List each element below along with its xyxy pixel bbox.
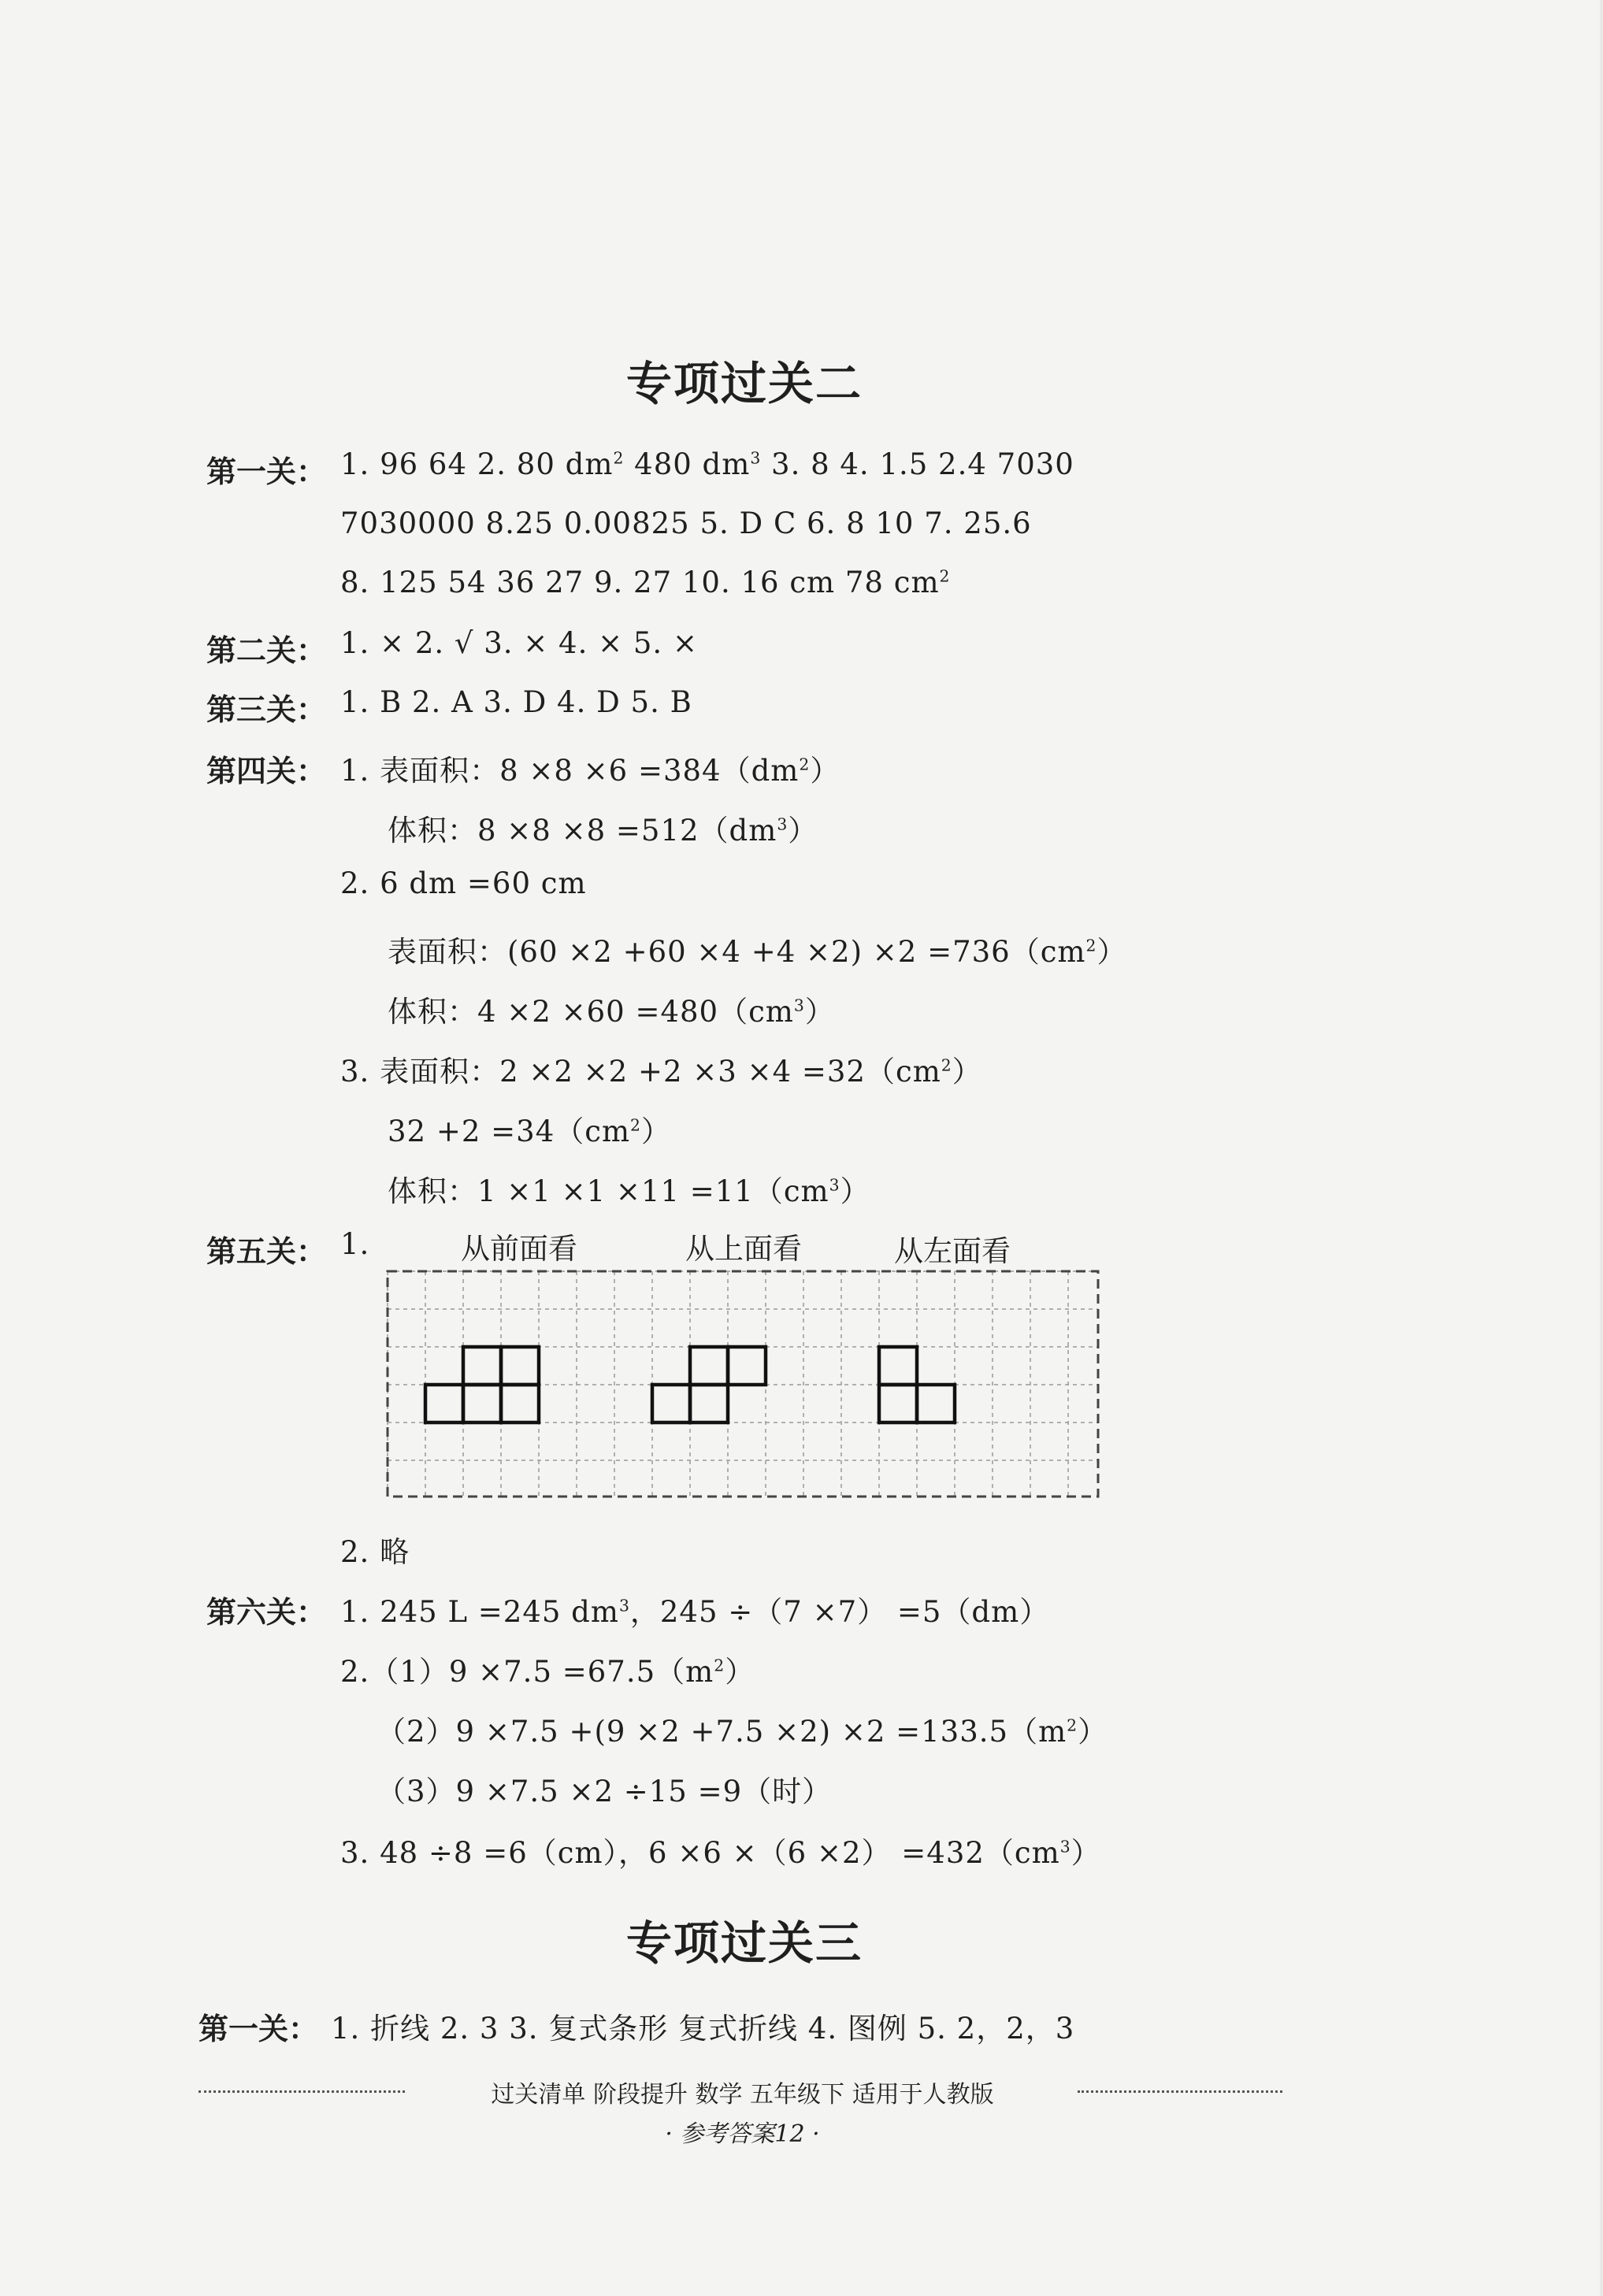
level-1-line-1 bbox=[340, 447, 1074, 481]
level-6-line-1 bbox=[340, 1588, 1049, 1630]
text-segment: 1. 表面积：8 ×8 ×6 =384（dm bbox=[340, 754, 800, 788]
grid-figure bbox=[386, 1270, 1103, 1506]
level-4-line-5 bbox=[388, 988, 835, 1030]
superscript: 3 bbox=[793, 996, 805, 1015]
section-title-2: 专项过关二 bbox=[625, 357, 863, 410]
text-segment: ） bbox=[1096, 935, 1127, 969]
level-3-answers: 1. B 2. A 3. D 4. D 5. B bbox=[340, 685, 692, 719]
level-4-line-7 bbox=[388, 1107, 671, 1150]
superscript: 2 bbox=[613, 448, 625, 468]
level-6-line-2 bbox=[340, 1648, 755, 1690]
text-segment: ） bbox=[1071, 1836, 1101, 1870]
left-view-shape bbox=[879, 1347, 955, 1422]
text-segment: ，245 ÷（7 ×7） =5（dm） bbox=[629, 1595, 1050, 1629]
level-1-line-2: 7030000 8.25 0.00825 5. D C 6. 8 10 7. 25.6 bbox=[340, 506, 1032, 540]
superscript: 3 bbox=[829, 1175, 840, 1195]
text-segment: （2）9 ×7.5 +(9 ×2 +7.5 ×2) ×2 =133.5（m bbox=[377, 1715, 1067, 1749]
level-4-line-6 bbox=[340, 1048, 982, 1090]
front-view-shape bbox=[425, 1347, 539, 1422]
level-1-label: 第一关： bbox=[206, 454, 327, 489]
footer-page-number: · 参考答案12 · bbox=[665, 2120, 820, 2148]
page-edge bbox=[1600, 0, 1603, 2296]
text-segment: 3. 8 4. 1.5 2.4 7030 bbox=[761, 447, 1074, 481]
footer-book-title: 过关清单 阶段提升 数学 五年级下 适用于人教版 bbox=[491, 2081, 994, 2109]
level-2-answers: 1. × 2. √ 3. × 4. × 5. × bbox=[340, 626, 698, 660]
level-6-line-4: （3）9 ×7.5 ×2 ÷15 =9（时） bbox=[377, 1775, 833, 1808]
view-left-label: 从左面看 bbox=[894, 1234, 1011, 1268]
level-2-label: 第二关： bbox=[206, 632, 327, 668]
text-segment: ） bbox=[788, 814, 818, 848]
text-segment: 1. 96 64 2. 80 dm bbox=[340, 447, 614, 481]
text-segment: 8. 125 54 36 27 9. 27 10. 16 cm 78 cm bbox=[340, 566, 940, 599]
section-title-3: 专项过关三 bbox=[625, 1916, 863, 1970]
level-4-line-8 bbox=[388, 1167, 870, 1210]
level-3-label: 第三关： bbox=[206, 692, 327, 727]
superscript: 2 bbox=[941, 1055, 952, 1075]
superscript: 3 bbox=[777, 814, 789, 834]
view-front-label: 从前面看 bbox=[461, 1232, 577, 1266]
level-4-line-1 bbox=[340, 747, 840, 789]
text-segment: 表面积：(60 ×2 +60 ×4 +4 ×2) ×2 =736（cm bbox=[388, 935, 1086, 969]
text-segment: 体积：8 ×8 ×8 =512（dm bbox=[388, 814, 777, 848]
level-5-label: 第五关： bbox=[206, 1233, 327, 1269]
text-segment: ） bbox=[641, 1115, 671, 1148]
level-6-line-3 bbox=[377, 1708, 1108, 1750]
superscript: 2 bbox=[939, 566, 951, 586]
text-segment: ） bbox=[952, 1055, 982, 1089]
text-segment: 32 +2 =34（cm bbox=[388, 1115, 631, 1148]
text-segment: 体积：4 ×2 ×60 =480（cm bbox=[388, 995, 794, 1029]
text-segment: ） bbox=[810, 754, 840, 788]
section3-level-1-answers: 1. 折线 2. 3 3. 复式条形 复式折线 4. 图例 5. 2，2，3 bbox=[331, 2012, 1075, 2046]
level-4-line-4 bbox=[388, 928, 1126, 970]
level-6-line-5 bbox=[340, 1829, 1101, 1871]
superscript: 3 bbox=[750, 448, 762, 468]
text-segment: ） bbox=[1078, 1715, 1108, 1749]
text-segment: 480 dm bbox=[624, 447, 751, 481]
superscript: 2 bbox=[714, 1656, 725, 1675]
level-4-line-2 bbox=[388, 807, 818, 849]
section3-level-1-label: 第一关： bbox=[199, 2011, 319, 2046]
top-view-shape bbox=[652, 1347, 766, 1422]
level-5-num-1: 1. bbox=[340, 1227, 370, 1261]
text-segment: ） bbox=[804, 995, 835, 1029]
text-segment: 体积：1 ×1 ×1 ×11 =11（cm bbox=[388, 1174, 829, 1208]
superscript: 2 bbox=[1067, 1716, 1078, 1735]
superscript: 2 bbox=[799, 755, 811, 774]
text-segment: ） bbox=[725, 1655, 755, 1689]
level-6-label: 第六关： bbox=[206, 1594, 327, 1630]
level-4-line-3: 2. 6 dm =60 cm bbox=[340, 866, 587, 900]
text-segment: 3. 表面积：2 ×2 ×2 +2 ×3 ×4 =32（cm bbox=[340, 1055, 941, 1089]
level-1-line-3 bbox=[340, 566, 951, 599]
level-4-label: 第四关： bbox=[206, 753, 327, 788]
superscript: 2 bbox=[1085, 936, 1097, 955]
three-view-grid bbox=[386, 1270, 1103, 1509]
superscript: 3 bbox=[618, 1596, 630, 1615]
superscript: 3 bbox=[1059, 1837, 1071, 1856]
superscript: 2 bbox=[630, 1115, 641, 1135]
view-top-label: 从上面看 bbox=[685, 1232, 802, 1266]
text-segment: ） bbox=[840, 1174, 870, 1208]
level-5-item-2: 2. 略 bbox=[340, 1535, 410, 1569]
text-segment: 2.（1）9 ×7.5 =67.5（m bbox=[340, 1655, 714, 1689]
text-segment: 3. 48 ÷8 =6（cm），6 ×6 ×（6 ×2） =432（cm bbox=[340, 1836, 1060, 1870]
text-segment: 1. 245 L =245 dm bbox=[340, 1595, 619, 1629]
